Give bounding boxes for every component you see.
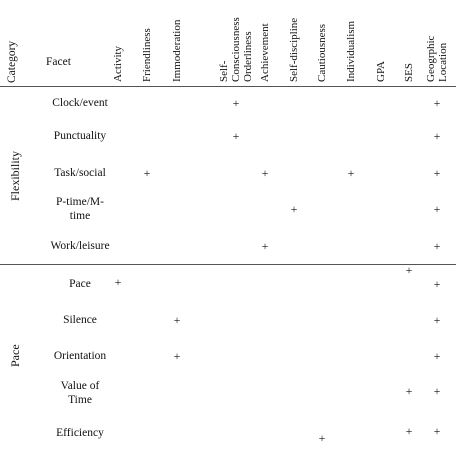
column-header-gpa: GPA [375,61,387,82]
plus-mark-geo: + [433,313,441,327]
column-header-geo-line1: Geogrphic [425,35,437,82]
plus-mark-geo: + [433,277,441,291]
plus-mark-immoderation: + [173,313,181,327]
plus-mark-geo: + [433,424,441,438]
group-divider-rule [0,264,456,265]
facet-label-line2: Time [68,394,92,406]
plus-mark-cautiousness: + [318,431,326,445]
plus-mark-self_discipline: + [290,202,298,216]
facet-cell [34,96,126,110]
facet-cell [34,129,126,143]
plus-mark-achievement: + [261,239,269,253]
facet-cell [34,313,126,327]
plus-mark-ses: + [405,263,413,277]
column-header-immoderation: Immoderation [171,19,183,82]
plus-mark-immoderation: + [173,349,181,363]
plus-mark-ses: + [405,424,413,438]
plus-mark-ses: + [405,384,413,398]
column-header-self_conscious-line2: Consciousness [230,17,242,82]
category-pace: Pace [8,343,22,367]
facet-label-line1: P-time/M- [56,196,104,208]
facet-label: Task/social [54,167,106,179]
column-header-self_discipline: Self-discipline [288,17,300,82]
plus-mark-friendliness: + [143,166,151,180]
column-header-individualism: Individualism [345,20,357,82]
facet-cell [34,166,126,180]
column-header-friendliness: Friendliness [141,28,153,82]
facet-cell [34,426,126,440]
facet-label-line2: time [69,210,91,222]
facet-label-line1: Value of [60,380,100,392]
plus-mark-achievement: + [261,166,269,180]
plus-mark-geo: + [433,384,441,398]
facet-label: Punctuality [53,130,107,142]
header-rule [0,86,456,87]
facet-label: Efficiency [56,427,104,439]
column-header-achievement: Achievement [259,23,271,82]
facet-label: Silence [63,314,97,326]
plus-mark-geo: + [433,96,441,110]
plus-mark-geo: + [433,202,441,216]
column-header-ses: SES [403,63,415,82]
facet-label: Orientation [53,350,107,362]
facet-cell [34,195,126,223]
plus-mark-activity: + [114,275,122,289]
facet-label: Pace [69,278,91,290]
header-category: Category [6,40,18,83]
plus-mark-geo: + [433,166,441,180]
plus-mark-geo: + [433,239,441,253]
column-header-activity: Activity [112,45,124,82]
facet-cell [34,379,126,407]
facet-label: Work/leisure [50,240,110,252]
facet-label: Clock/event [52,97,108,109]
column-header-cautiousness: Cautiousness [316,23,328,82]
plus-mark-geo: + [433,129,441,143]
header-facet: Facet [46,56,71,68]
plus-mark-individualism: + [347,166,355,180]
facet-cell [34,239,126,253]
column-header-self_conscious-line3: Orderliness [242,31,254,82]
plus-mark-self_conscious: + [232,96,240,110]
column-header-self_conscious-line1: Self- [218,60,230,82]
facet-cell [34,349,126,363]
column-header-geo-line2: Location [437,42,449,82]
plus-mark-self_conscious: + [232,129,240,143]
plus-mark-geo: + [433,349,441,363]
category-flexibility: Flexibility [8,150,22,201]
